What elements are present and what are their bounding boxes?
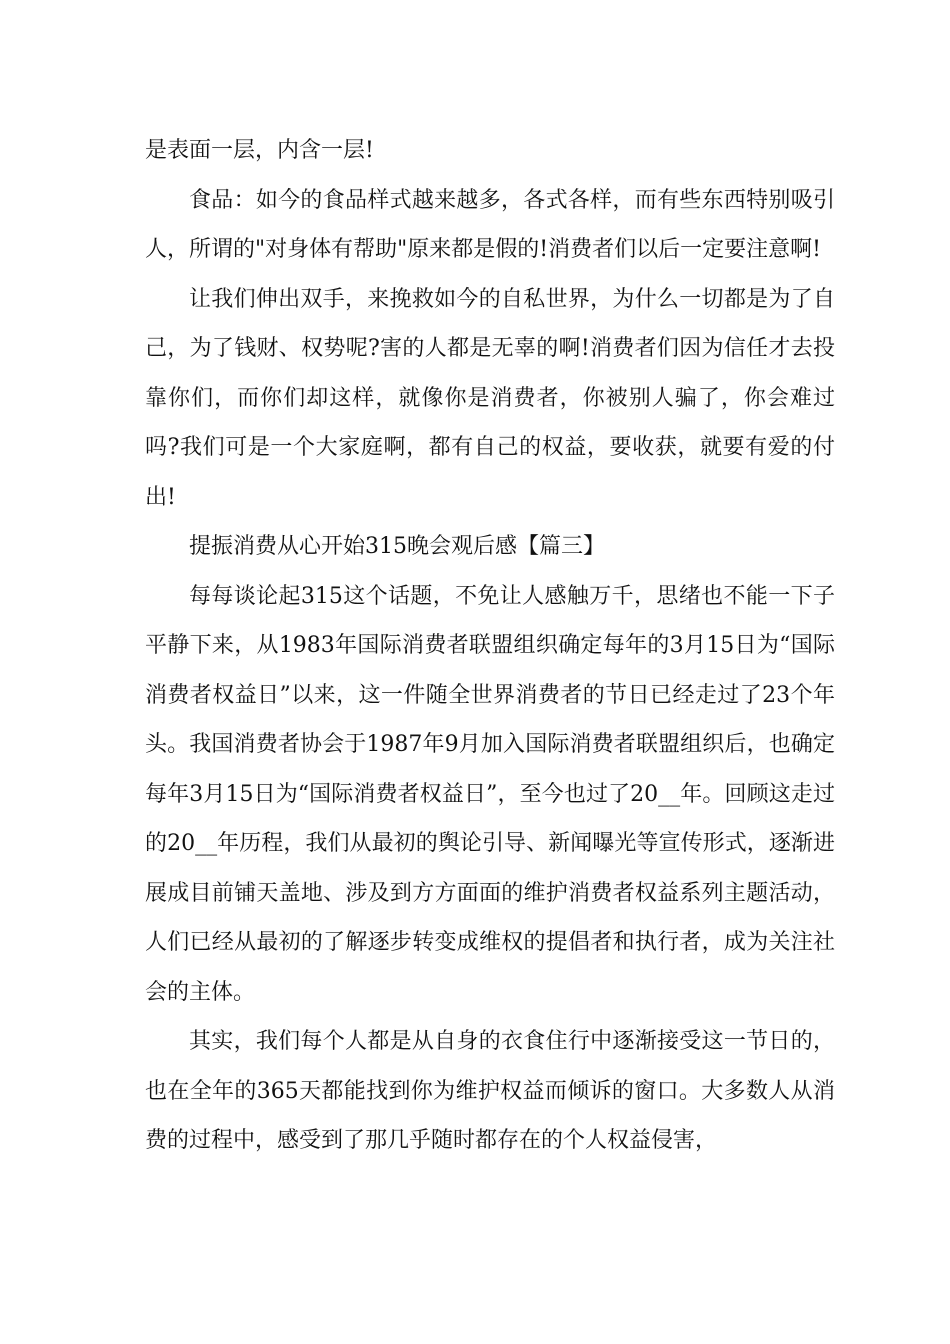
paragraph-appeal: 让我们伸出双手，来挽救如今的自私世界，为什么一切都是为了自己，为了钱财、权势呢?害的人都是无辜的啊!消费者们因为信任才去投靠你们，而你们却这样，就像你是消费者，你被别人骗了，你会难过吗?我们可是一个大家庭啊，都有自己的权益，要收获，就要有爱的付出!: [145, 286, 835, 510]
paragraph-food: 食品：如今的食品样式越来越多，各式各样，而有些东西特别吸引人，所谓的"对身体有帮助"原来都是假的!消费者们以后一定要注意啊!: [145, 187, 835, 262]
document-body: [145, 126, 835, 1166]
paragraph-history: 每每谈论起315这个话题，不免让人感触万千，思绪也不能一下子平静下来，从1983年国际消费者联盟组织确定每年的3月15日为“国际消费者权益日”以来，这一件随全世界消费者的节日已经走过了23个年头。我国消费者协会于1987年9月加入国际消费者联盟组织后，也确定每年3月15日为“国际消费者权益日”，至今也过了20__年。回顾这走过的20__年历程，我们从最初的舆论引导、新闻曝光等宣传形式，逐渐进展成目前铺天盖地、涉及到方方面面的维护消费者权益系列主题活动，人们已经从最初的了解逐步转变成维权的提倡者和执行者，成为关注社会的主体。: [145, 583, 835, 1005]
paragraph-daily-life: 其实，我们每个人都是从自身的衣食住行中逐渐接受这一节日的，也在全年的365天都能找到你为维护权益而倾诉的窗口。大多数人从消费的过程中，感受到了那几乎随时都存在的个人权益侵害，: [145, 1029, 835, 1153]
paragraph-continuation: 是表面一层，内含一层!: [145, 138, 374, 163]
section-heading: 提振消费从心开始315晚会观后感【篇三】: [189, 534, 605, 559]
